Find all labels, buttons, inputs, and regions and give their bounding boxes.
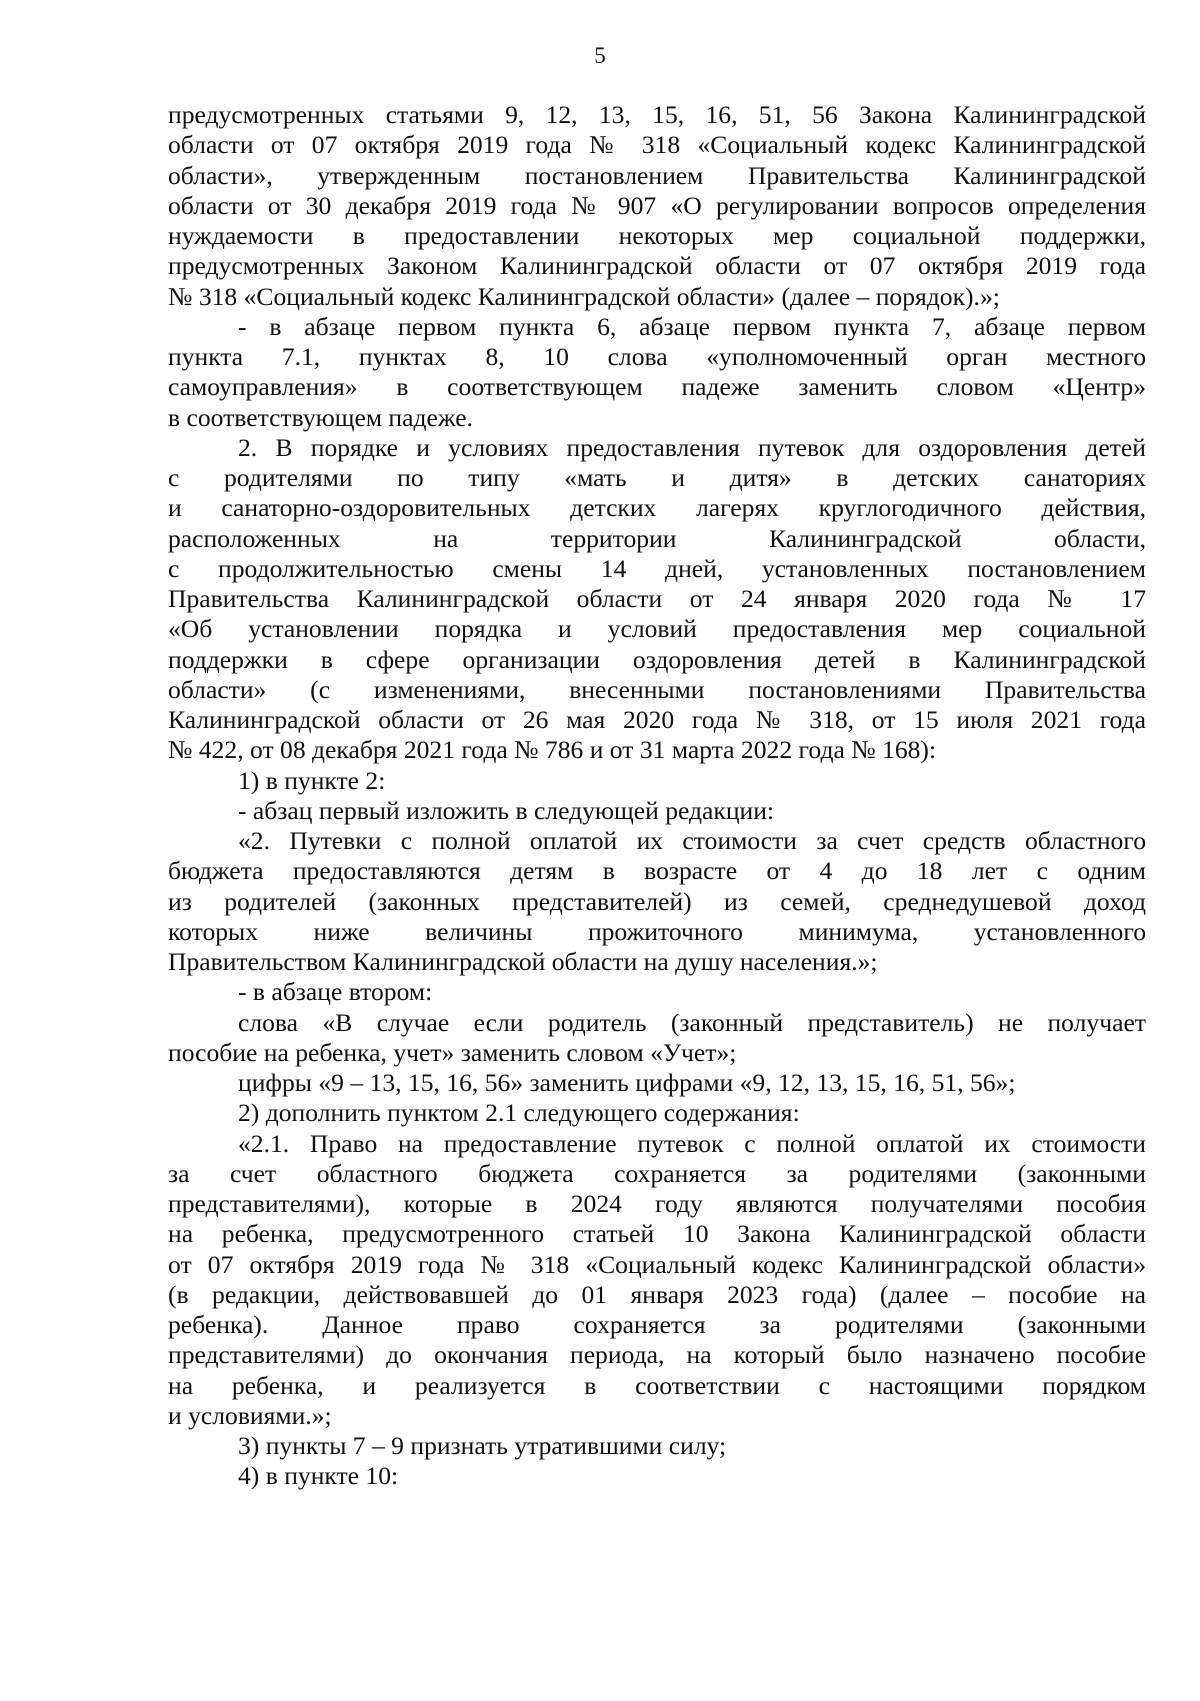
paragraph xyxy=(168,433,1146,766)
text-line: 2) дополнить пунктом 2.1 следующего содержания: xyxy=(238,1098,800,1128)
paragraph xyxy=(168,977,1146,1007)
text-line: ребенка). Данное право сохраняется за родителями (законными xyxy=(168,1310,1146,1339)
text-line: слова «В случае если родитель (законный представитель) не получает xyxy=(238,1007,1146,1037)
text-line: с родителями по типу «мать и дитя» в детских санаториях xyxy=(168,463,1146,492)
page-number: 5 xyxy=(594,43,606,68)
text-line: № 422, от 08 декабря 2021 года № 786 и от 31 марта 2022 года № 168): xyxy=(168,735,937,765)
paragraph xyxy=(168,766,1146,796)
text-line: с продолжительностью смены 14 дней, установленных постановлением xyxy=(168,553,1146,583)
text-line: на ребенка, предусмотренного статьей 10 Закона Калининградской области xyxy=(168,1219,1146,1249)
text-line: и условиями.»; xyxy=(168,1400,332,1430)
text-line: расположенных на территории Калининградской области, xyxy=(168,523,1146,553)
text-line: пункта 7.1, пунктах 8, 10 слова «уполномоченный орган местного xyxy=(168,342,1146,371)
text-line: поддержки в сфере организации оздоровления детей в Калининградской xyxy=(168,644,1146,674)
text-line: нуждаемости в предоставлении некоторых мер социальной поддержки, xyxy=(168,221,1146,250)
text-line: и санаторно-оздоровительных детских лагерях круглогодичного действия, xyxy=(168,493,1146,523)
text-line: самоуправления» в соответствующем падеже заменить словом «Центр» xyxy=(168,372,1146,402)
text-line: 1) в пункте 2: xyxy=(238,765,386,795)
text-line: представителями) до окончания периода, на который было назначено пособие xyxy=(168,1340,1146,1370)
paragraph xyxy=(168,100,1146,312)
text-line: Правительства Калининградской области от 24 января 2020 года № 17 xyxy=(168,584,1146,613)
text-line: Правительством Калининградской области на душу населения.»; xyxy=(168,947,878,976)
text-line: - в абзаце первом пункта 6, абзаце первом пункта 7, абзаце первом xyxy=(238,311,1146,341)
text-line: Калининградской области от 26 мая 2020 года № 318, от 15 июля 2021 года xyxy=(168,705,1146,734)
paragraph xyxy=(168,1129,1146,1432)
text-line: представителями), которые в 2024 году являются получателями пособия xyxy=(168,1189,1146,1218)
text-line: области», утвержденным постановлением Правительства Калининградской xyxy=(168,160,1146,190)
text-line: области от 07 октября 2019 года № 318 «Социальный кодекс Калининградской xyxy=(168,130,1146,160)
text-line: бюджета предоставляются детям в возрасте от 4 до 18 лет с одним xyxy=(168,856,1146,886)
text-line: 3) пункты 7 – 9 признать утратившими силу; xyxy=(238,1431,727,1460)
text-line: «Об установлении порядка и условий предоставления мер социальной xyxy=(168,614,1146,644)
paragraph xyxy=(168,796,1146,826)
text-line: - в абзаце втором: xyxy=(238,977,433,1007)
text-line: из родителей (законных представителей) из семей, среднедушевой доход xyxy=(168,886,1146,916)
text-line: в соответствующем падеже. xyxy=(168,402,473,432)
text-line: области от 30 декабря 2019 года № 907 «О регулировании вопросов определения xyxy=(168,190,1146,220)
paragraph xyxy=(168,1068,1146,1098)
text-line: 4) в пункте 10: xyxy=(238,1461,399,1491)
paragraph xyxy=(168,826,1146,977)
text-line: № 318 «Социальный кодекс Калининградской области» (далее – порядок).»; xyxy=(168,281,1000,311)
text-line: области» (с изменениями, внесенными постановлениями Правительства xyxy=(168,674,1146,704)
text-line: «2.1. Право на предоставление путевок с полной оплатой их стоимости xyxy=(238,1128,1146,1158)
text-line: пособие на ребенка, учет» заменить словом «Учет»; xyxy=(168,1037,737,1067)
text-line: 2. В порядке и условиях предоставления путевок для оздоровления детей xyxy=(238,432,1146,462)
text-line: на ребенка, и реализуется в соответствии с настоящими порядком xyxy=(168,1370,1146,1400)
paragraph xyxy=(168,1461,1146,1491)
text-line: которых ниже величины прожиточного минимума, установленного xyxy=(168,916,1146,946)
text-line: предусмотренных Законом Калининградской области от 07 октября 2019 года xyxy=(168,251,1146,281)
paragraph xyxy=(168,1008,1146,1069)
text-line: - абзац первый изложить в следующей редакции: xyxy=(238,795,775,825)
text-line: цифры «9 – 13, 15, 16, 56» заменить цифрами «9, 12, 13, 15, 16, 51, 56»; xyxy=(238,1068,1016,1097)
text-line: (в редакции, действовавшей до 01 января 2023 года) (далее – пособие на xyxy=(168,1279,1146,1309)
paragraph xyxy=(168,1431,1146,1461)
text-line: за счет областного бюджета сохраняется за родителями (законными xyxy=(168,1158,1146,1188)
text-line: «2. Путевки с полной оплатой их стоимости за счет средств областного xyxy=(238,826,1146,855)
document-body xyxy=(168,100,1146,1492)
paragraph xyxy=(168,312,1146,433)
paragraph xyxy=(168,1098,1146,1128)
text-line: от 07 октября 2019 года № 318 «Социальный кодекс Калининградской области» xyxy=(168,1249,1146,1279)
text-line: предусмотренных статьями 9, 12, 13, 15, 16, 51, 56 Закона Калининградской xyxy=(168,100,1146,129)
